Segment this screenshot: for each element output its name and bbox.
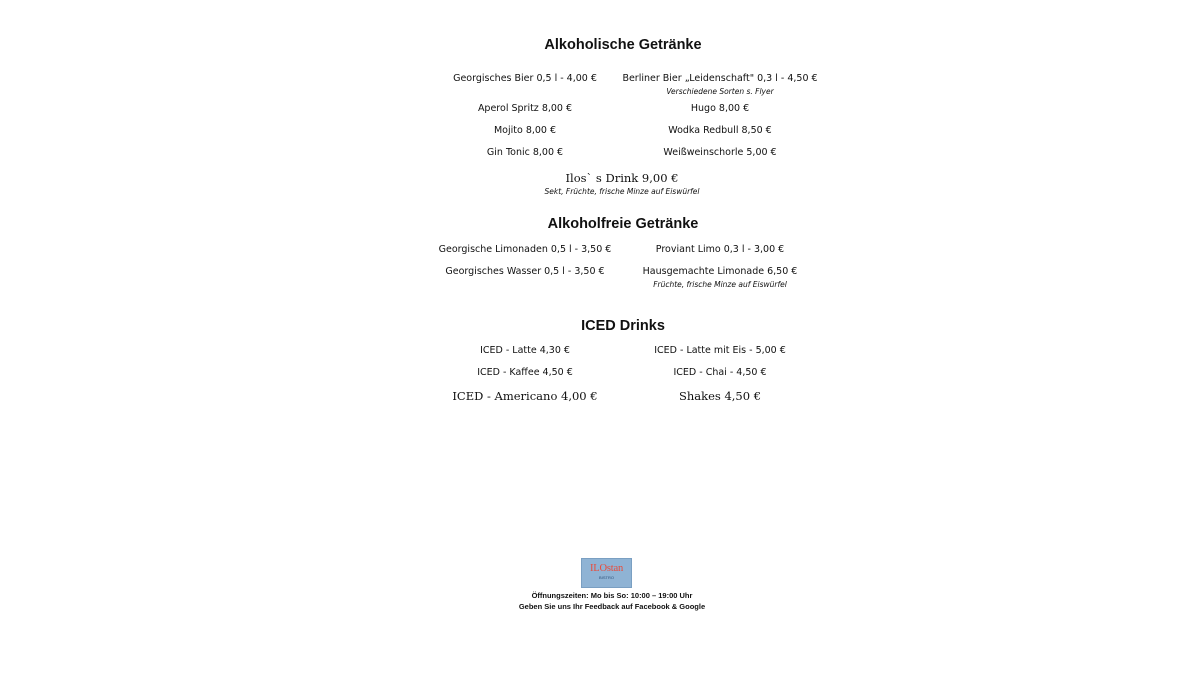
menu-item-wodka-redbull: Wodka Redbull 8,50 €	[668, 125, 772, 136]
menu-item-homemade-lemonade: Hausgemachte Limonade 6,50 €	[642, 266, 798, 277]
nonalcoholic-heading: Alkoholfreie Getränke	[547, 216, 699, 232]
berliner-beer-note: Verschiedene Sorten s. Flyer	[666, 87, 774, 96]
alcoholic-heading: Alkoholische Getränke	[544, 37, 702, 53]
feedback-note: Geben Sie uns Ihr Feedback auf Facebook & Google	[518, 602, 706, 611]
menu-item-gin-tonic: Gin Tonic 8,00 €	[486, 147, 564, 158]
menu-item-iced-chai: ICED - Chai - 4,50 €	[673, 367, 767, 378]
menu-item-shakes: Shakes 4,50 €	[678, 389, 762, 403]
homemade-lemonade-note: Früchte, frische Minze auf Eiswürfel	[653, 280, 787, 289]
menu-item-weissweinschorle: Weißweinschorle 5,00 €	[663, 147, 777, 158]
menu-item-mojito: Mojito 8,00 €	[493, 125, 557, 136]
menu-item-georgian-lemonade: Georgische Limonaden 0,5 l - 3,50 €	[438, 244, 612, 255]
menu-item-ilos-drink: Ilos` s Drink 9,00 €	[565, 171, 679, 185]
menu-item-iced-latte: ICED - Latte 4,30 €	[480, 345, 570, 356]
menu-item-georgian-beer: Georgisches Bier 0,5 l - 4,00 €	[453, 73, 597, 84]
menu-item-hugo: Hugo 8,00 €	[690, 103, 750, 114]
logo-sub: BISTRO	[599, 575, 614, 580]
iced-heading: ICED Drinks	[581, 318, 665, 334]
menu-item-georgian-water: Georgisches Wasser 0,5 l - 3,50 €	[445, 266, 605, 277]
menu-item-aperol-spritz: Aperol Spritz 8,00 €	[477, 103, 573, 114]
ilos-drink-note: Sekt, Früchte, frische Minze auf Eiswürfel	[544, 187, 700, 196]
logo-name: ILOstan	[589, 563, 623, 574]
menu-item-berliner-beer: Berliner Bier „Leidenschaft" 0,3 l - 4,50 €	[622, 73, 818, 84]
opening-hours: Öffnungszeiten: Mo bis So: 10:00 – 19:00 Uhr	[531, 591, 693, 600]
menu-item-iced-coffee: ICED - Kaffee 4,50 €	[477, 367, 573, 378]
bistro-logo	[581, 558, 632, 588]
menu-item-iced-americano: ICED - Americano 4,00 €	[452, 389, 598, 403]
menu-item-proviant-limo: Proviant Limo 0,3 l - 3,00 €	[655, 244, 785, 255]
menu-item-iced-latte-ice: ICED - Latte mit Eis - 5,00 €	[654, 345, 786, 356]
